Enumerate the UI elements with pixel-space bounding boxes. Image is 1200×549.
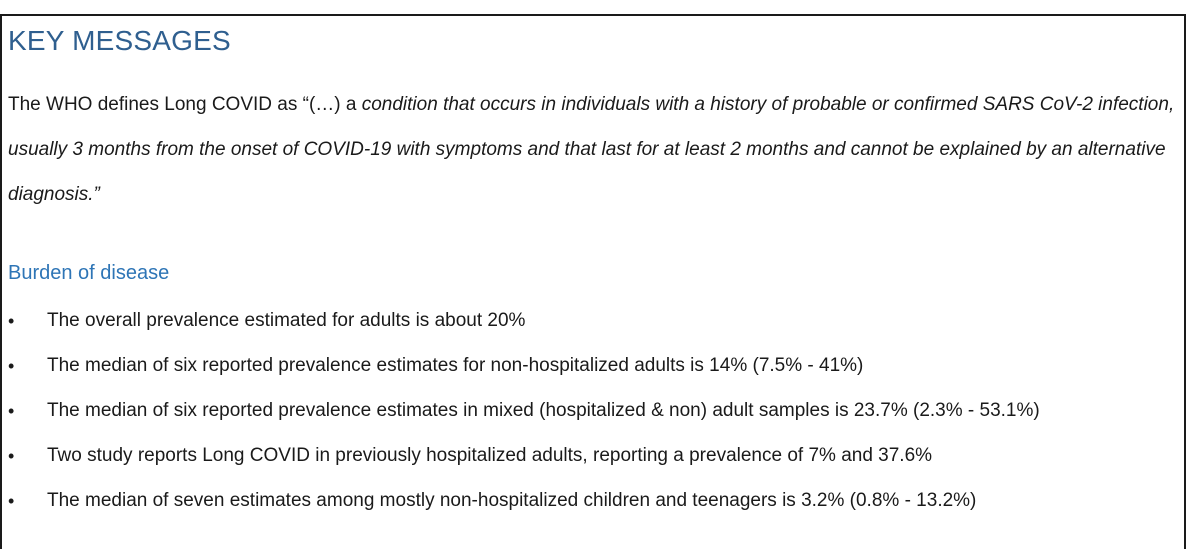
bullet-item-3	[0, 393, 1186, 438]
bullet-icon: •	[8, 311, 15, 331]
definition-quote-text: condition that occurs in individuals with a history of probable or confirmed SARS CoV-2 infection, usually 3 months from the onset of COVID-19 with symptoms and that last for at least 2 months and cannot be explained by an alternative diagnosis.”	[8, 94, 1175, 205]
bullet-icon: •	[8, 491, 15, 511]
section-title: KEY MESSAGES	[8, 25, 231, 56]
bullet-icon: •	[8, 401, 15, 421]
bullet-item-5	[0, 483, 1186, 528]
bullet-text: The overall prevalence estimated for adults is about 20%	[47, 310, 526, 331]
bullet-text: The median of seven estimates among mostly non-hospitalized children and teenagers is 3.2% (0.8% - 13.2%)	[47, 490, 977, 511]
bullet-item-2	[0, 348, 1186, 393]
definition-lead-text: The WHO defines Long COVID as “(…) a	[8, 94, 362, 115]
bullet-icon: •	[8, 356, 15, 376]
burden-of-disease-heading: Burden of disease	[8, 262, 170, 284]
bullet-text: Two study reports Long COVID in previously hospitalized adults, reporting a prevalence of 7% and 37.6%	[47, 445, 933, 466]
bullet-item-1	[0, 303, 1186, 348]
bullet-text: The median of six reported prevalence estimates for non-hospitalized adults is 14% (7.5% - 41%)	[47, 355, 864, 376]
burden-bullet-list	[0, 303, 1186, 528]
bullet-text: The median of six reported prevalence estimates in mixed (hospitalized & non) adult samples is 23.7% (2.3% - 53.1%)	[47, 400, 1040, 421]
who-definition-paragraph	[8, 82, 1178, 217]
bullet-icon: •	[8, 446, 15, 466]
bullet-item-4	[0, 438, 1186, 483]
